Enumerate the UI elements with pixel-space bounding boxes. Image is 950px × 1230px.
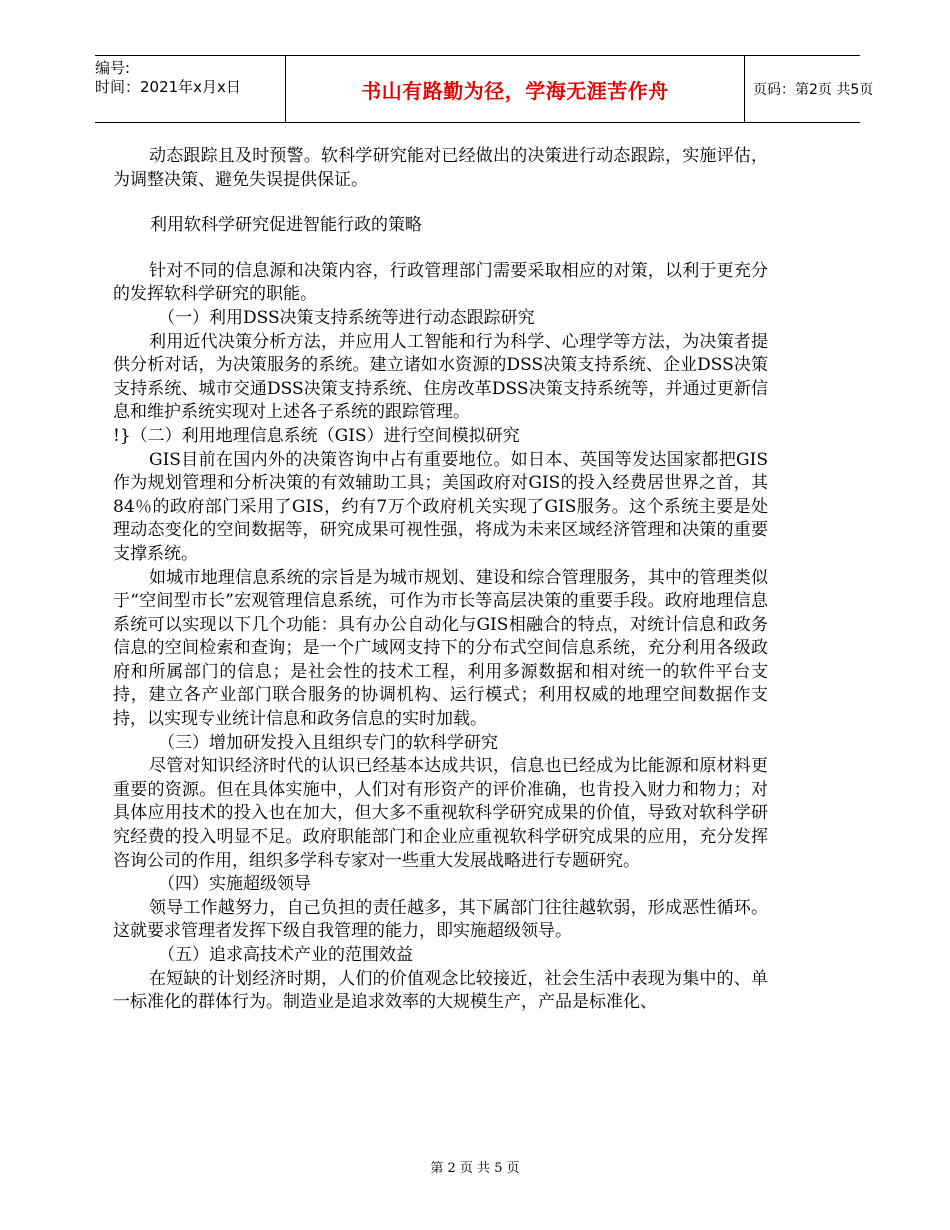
subsection-heading: （四）实施超级领导 xyxy=(158,874,311,895)
header-motto: 书山有路勤为径，学海无涯苦作舟 xyxy=(361,78,669,103)
page-header xyxy=(95,55,874,123)
section-title: 利用软科学研究促进智能行政的策略 xyxy=(150,215,422,236)
body-paragraph: 利用近代决策分析方法，并应用人工智能和行为科学、心理学等方法，为决策者提供分析对话，为决策服务的系统。建立诸如水资源的DSS决策支持系统、企业DSS决策支持系统、城市交通DSS决策支持系统、住房改革DSS决策支持系统等，并通过更新信息和维护系统实现对上述各子系统的跟踪管理。 xyxy=(113,331,768,423)
header-page-info: 页码：第2页 共5页 xyxy=(753,82,874,98)
document-body xyxy=(113,145,768,1015)
page-footer: 第 2 页 共 5 页 xyxy=(430,1161,520,1176)
header-meta xyxy=(95,56,285,122)
subsection-heading: （三）增加研发投入且组织专门的软科学研究 xyxy=(158,732,498,753)
subsection-heading: （一）利用DSS决策支持系统等进行动态跟踪研究 xyxy=(158,307,535,328)
document-number-label: 编号: xyxy=(95,59,131,77)
body-paragraph: GIS目前在国内外的决策咨询中占有重要地位。如日本、英国等发达国家都把GIS作为规划管理和分析决策的有效辅助工具；美国政府对GIS的投入经费居世界之首，其84％的政府部门采用了GIS，约有7万个政府机关实现了GIS服务。这个系统主要是处理动态变化的空间数据等，研究成果可视性强，将成为未来区域经济管理和决策的重要支撑系统。 xyxy=(113,449,768,564)
subsection-heading: （五）追求高技术产业的范围效益 xyxy=(158,945,413,965)
body-paragraph: 尽管对知识经济时代的认识已经基本达成共识，信息也已经成为比能源和原材料更重要的资源。但在具体实施中，人们对有形资产的评价准确，也肯投入财力和物力；对具体应用技术的投入也在加大，但大多不重视软科学研究成果的价值，导致对软科学研究经费的投入明显不足。政府职能部门和企业应重视软科学研究成果的应用，充分发挥咨询公司的作用，组织多学科专家对一些重大发展战略进行专题研究。 xyxy=(113,756,768,871)
body-paragraph: 针对不同的信息源和决策内容，行政管理部门需要采取相应的对策，以利于更充分的发挥软科学研究的职能。 xyxy=(113,260,768,305)
header-motto-cell xyxy=(285,56,745,122)
body-paragraph: 如城市地理信息系统的宗旨是为城市规划、建设和综合管理服务，其中的管理类似于“空间型市长”宏观管理信息系统，可作为市长等高层决策的重要手段。政府地理信息系统可以实现以下几个功能：具有办公自动化与GIS相融合的特点，对统计信息和政务信息的空间检索和查询；是一个广域网支持下的分布式空间信息系统，充分利用各级政府和所属部门的信息；是社会性的技术工程，利用多源数据和相对统一的软件平台支持，建立各产业部门联合服务的协调机构、运行模式；利用权威的地理空间数据作支持，以实现专业统计信息和政务信息的实时加载。 xyxy=(113,567,768,730)
body-paragraph: 在短缺的计划经济时期，人们的价值观念比较接近，社会生活中表现为集中的、单一标准化的群体行为。制造业是追求效率的大规模生产，产品是标准化、 xyxy=(113,968,768,1013)
document-time: 时间：2021年x月x日 xyxy=(95,78,241,96)
body-paragraph: 动态跟踪且及时预警。软科学研究能对已经做出的决策进行动态跟踪，实施评估，为调整决策、避免失误提供保证。 xyxy=(113,146,768,190)
subsection-heading: !}（二）利用地理信息系统（GIS）进行空间模拟研究 xyxy=(113,425,520,446)
body-paragraph: 领导工作越努力，自己负担的责任越多，其下属部门往往越软弱，形成恶性循环。这就要求管理者发挥下级自我管理的能力，即实施超级领导。 xyxy=(113,897,768,942)
